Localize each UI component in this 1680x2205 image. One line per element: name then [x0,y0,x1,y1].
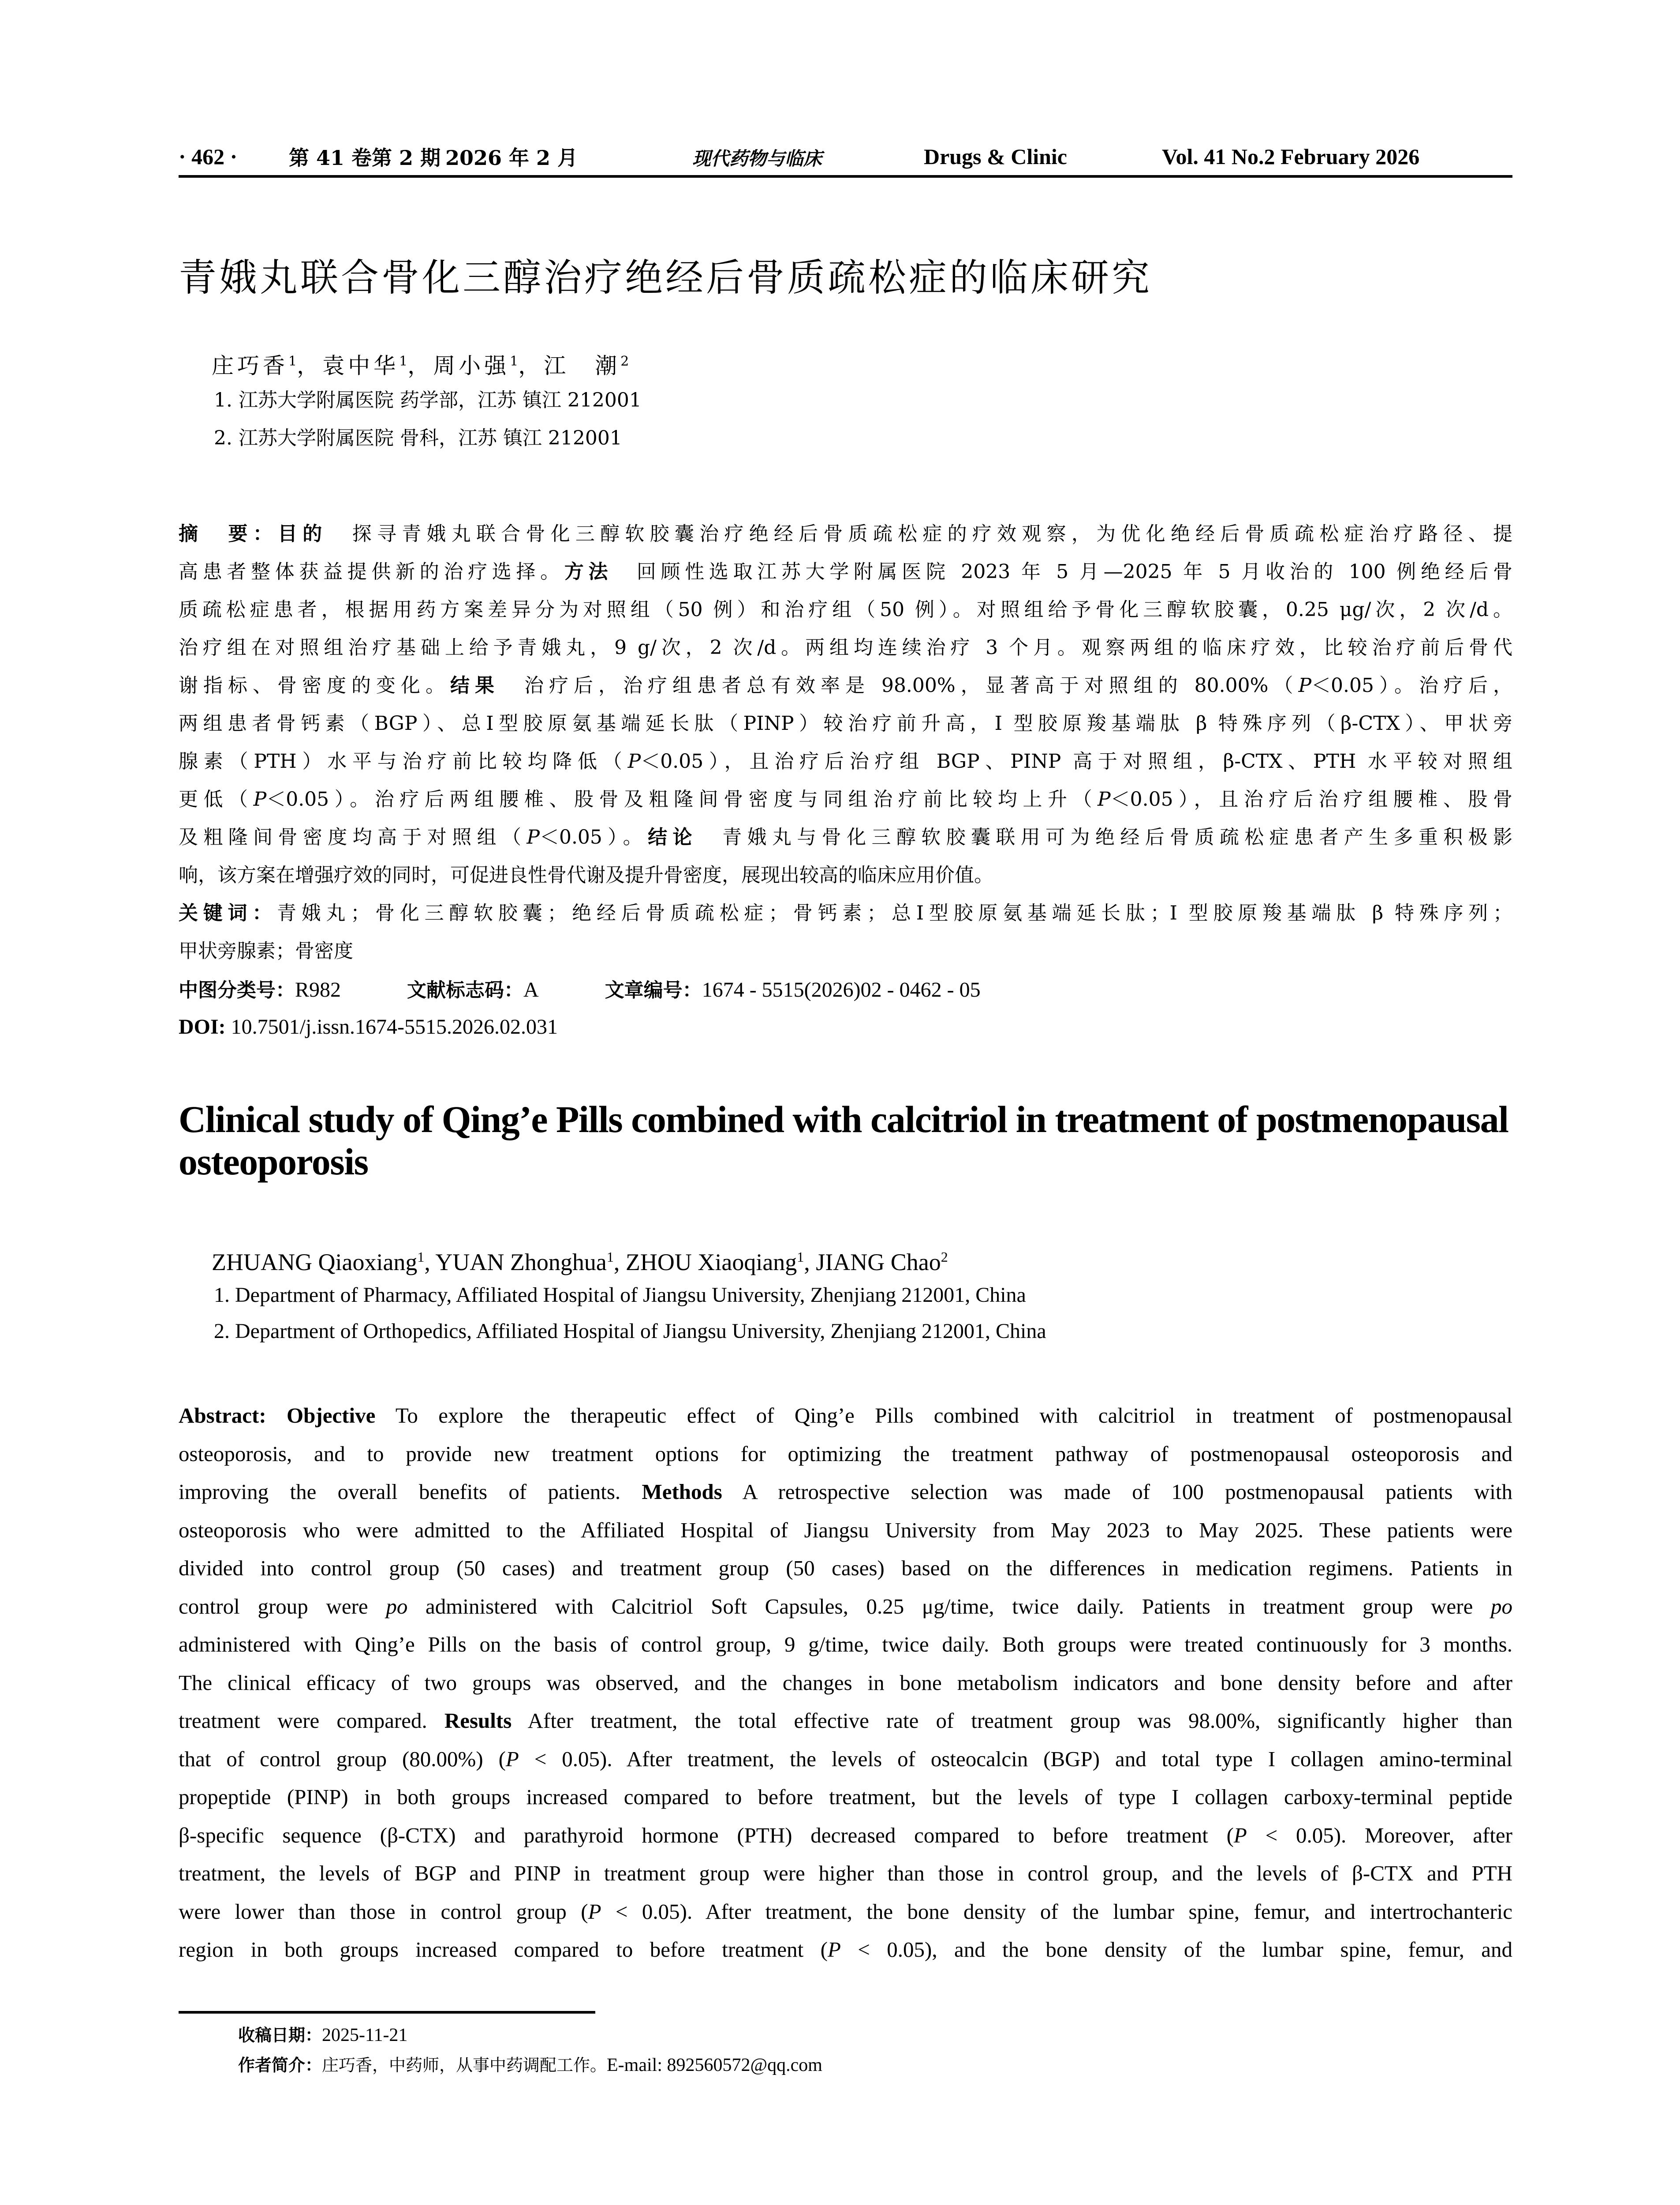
cn-abstract-text: 治疗后，治疗组患者总有效率是 98.00%，显著高于对照组的 80.00%（ [499,674,1299,697]
authors-cn [212,346,629,381]
keywords-cn-line-1 [179,900,1512,927]
cn-abstract-text: 腺素（PTH）水平与治疗前比较均降低（ [179,750,628,773]
cn-abstract-text: 回顾性选取江苏大学附属医院 2023 年 5 月—2025 年 5 月收治的 100 例绝经后骨 [612,561,1512,583]
keywords-label: 关键词： [179,902,277,924]
volume-issue-en: Vol. 41 No.2 February 2026 [1162,144,1420,169]
en-abstract-line [179,1401,1512,1430]
cn-abstract-italic: P [526,826,540,848]
keywords-text: 青娥丸；骨化三醇软胶囊；绝经后骨质疏松症；骨钙素；总I型胶原氨基端延长肽；I 型胶原羧基端肽 β 特殊序列； [277,902,1512,924]
article-number-value: 1674 - 5515(2026)02 - 0462 - 05 [702,978,981,1002]
en-abstract-line [179,1554,1512,1582]
cn-author-name: 周小强 [433,353,510,379]
cn-abstract-text: 探寻青娥丸联合骨化三醇软胶囊治疗绝经后骨质疏松症的疗效观察，为优化绝经后骨质疏松症治疗路径、提 [327,523,1512,545]
cn-affiliation-marker: 1 [288,354,297,369]
affiliation-cn-1: 1. 江苏大学附属医院 药学部，江苏 镇江 212001 [214,389,642,411]
en-affiliation-marker: 1 [797,1249,804,1265]
author-email[interactable]: E-mail: 892560572@qq.com [607,2055,822,2075]
page-number: · 462 · [179,144,238,169]
author-bio-label: 作者简介： [238,2056,322,2075]
en-abstract-line [179,1898,1512,1926]
cn-affiliation-marker: 1 [399,354,408,369]
cn-author-name: 江 潮 [544,353,621,379]
cn-abstract-text: 两组患者骨钙素（BGP）、总I型胶原氨基端延长肽（PINP）较治疗前升高，I 型胶原羧基端肽 β 特殊序列（β-CTX）、甲状旁 [179,712,1512,735]
en-abstract-text: The clinical efficacy of two groups was observed, and the changes in bone metabolism indicators and bone density before and after [179,1670,1512,1695]
cn-abstract-section-label: 结论 [648,826,698,848]
en-abstract-text: osteoporosis, and to provide new treatment options for optimizing the treatment pathway of postmenopausal osteoporosis and [179,1441,1512,1466]
en-abstract-text: propeptide (PINP) in both groups increased compared to before treatment, but the levels of type I collagen carboxy-terminal peptide [179,1785,1512,1809]
cn-abstract-text: ＜0.05）。治疗后， [1311,674,1512,697]
en-abstract-line [179,1440,1512,1468]
en-abstract-text: control group were [179,1594,386,1618]
doi-value[interactable]: 10.7501/j.issn.1674-5515.2026.02.031 [225,1015,558,1039]
en-abstract-line [179,1821,1512,1850]
cn-abstract-text: ＜0.05）。 [539,826,648,848]
document-code-value: A [523,978,539,1002]
en-affiliation-marker: 2 [941,1249,948,1265]
en-abstract-text: After treatment, the total effective rate of treatment group was 98.00%, significantly higher than [511,1708,1512,1733]
cn-abstract-line [179,596,1512,624]
cn-abstract-text: ＜0.05）。治疗后两组腰椎、股骨及粗隆间骨密度与同组治疗前比较均上升（ [266,788,1098,811]
cn-affiliation-marker: 2 [620,354,629,369]
author-bio-text: 庄巧香，中药师，从事中药调配工作。 [322,2056,607,2075]
en-author-separator: , [424,1249,436,1275]
en-abstract-line [179,1630,1512,1659]
en-abstract-line [179,1936,1512,1964]
cn-abstract-italic: P [253,788,267,811]
cn-abstract-text: 及粗隆间骨密度均高于对照组（ [179,826,527,848]
document-code-label: 文献标志码： [407,979,524,1002]
en-abstract-section-label: Abstract: Objective [179,1403,376,1428]
authors-en [212,1241,948,1278]
cn-abstract-text: 谢指标、骨密度的变化。 [179,674,450,697]
cn-abstract-line [179,520,1512,548]
cn-abstract-section-label: 目的 [277,523,328,545]
affiliation-cn-2: 2. 江苏大学附属医院 骨科，江苏 镇江 212001 [214,427,622,449]
cn-author-separator: ， [297,353,323,379]
cn-abstract-line [179,824,1512,851]
cn-abstract-text: 青娥丸与骨化三醇软胶囊联用可为绝经后骨质疏松症患者产生多重积极影 [697,826,1512,848]
en-abstract-text: were lower than those in control group ( [179,1899,588,1924]
en-abstract-line [179,1516,1512,1544]
cn-affiliation-marker: 1 [510,354,519,369]
footnote-rule [179,2011,595,2014]
cn-abstract-section-label: 方法 [564,561,613,583]
en-abstract-italic: po [1491,1594,1512,1618]
cn-abstract-text: 质疏松症患者，根据用药方案差异分为对照组（50 例）和治疗组（50 例）。对照组给予骨化三醇软胶囊，0.25 μg/次，2 次/d。 [179,598,1512,621]
cn-abstract-text: 高患者整体获益提供新的治疗选择。 [179,561,564,583]
en-abstract-line [179,1707,1512,1735]
received-date-value: 2025-11-21 [322,2025,408,2045]
en-abstract-text: improving the overall benefits of patients. [179,1480,642,1504]
header-rule [179,175,1512,178]
en-abstract-italic: P [505,1746,519,1771]
en-abstract-text: administered with Qing’e Pills on the basis of control group, 9 g/time, twice daily. Both groups were treated continuously for 3 months. [179,1632,1512,1656]
cn-abstract-italic: P [1298,674,1312,697]
en-abstract-line [179,1859,1512,1887]
cn-abstract-section-label: 摘 要： [179,523,278,545]
cn-abstract-line [179,862,1512,889]
en-author-name: ZHOU Xiaoqiang [625,1249,797,1275]
en-affiliation-marker: 1 [417,1249,425,1265]
cn-abstract-italic: P [627,750,641,773]
keywords-cn-line-2: 甲状旁腺素；骨密度 [179,940,353,962]
cn-author-separator: ， [518,353,544,379]
en-abstract-text: < 0.05). Moreover, after [1247,1823,1512,1847]
cn-author-name: 庄巧香 [212,353,288,379]
en-abstract-line [179,1592,1512,1621]
clc-value: R982 [295,978,341,1002]
en-author-separator: , [804,1249,816,1275]
received-date-label: 收稿日期： [238,2026,322,2045]
en-abstract-line [179,1745,1512,1773]
en-abstract-section-label: Methods [642,1480,722,1504]
en-abstract-line [179,1478,1512,1506]
cn-abstract-text: ＜0.05），且治疗后治疗组腰椎、股骨 [1110,788,1512,811]
author-bio-line [238,2053,822,2077]
cn-abstract-section-label: 结果 [450,674,500,697]
clc-label: 中图分类号： [179,979,295,1002]
cn-abstract-line [179,748,1512,775]
journal-name-cn: 现代药物与临床 [692,148,822,169]
en-author-separator: , [613,1249,626,1275]
article-title-cn: 青娥丸联合骨化三醇治疗绝经后骨质疏松症的临床研究 [179,256,1152,300]
article-number-label: 文章编号： [605,979,702,1002]
cn-abstract-line [179,634,1512,662]
en-abstract-italic: P [827,1937,841,1962]
affiliation-en-2: 2. Department of Orthopedics, Affiliated Hospital of Jiangsu University, Zhenjiang 212001, China [214,1319,1046,1343]
article-title-en-line-1: Clinical study of Qing’e Pills combined with calcitriol in treatment of postmenopausal [179,1098,1508,1140]
en-abstract-italic: P [1233,1823,1247,1847]
cn-abstract-line [179,672,1512,699]
en-abstract-text: < 0.05). After treatment, the levels of osteocalcin (BGP) and total type I collagen amino-terminal [519,1746,1512,1771]
cn-abstract-line [179,786,1512,813]
en-abstract-line [179,1669,1512,1697]
en-abstract-text: To explore the therapeutic effect of Qing’e Pills combined with calcitriol in treatment of postmenopausal [375,1403,1512,1428]
en-author-name: ZHUANG Qiaoxiang [212,1249,418,1275]
cn-abstract-text: 更低（ [179,788,254,811]
date-cn: 2026 年 2 月 [445,146,578,170]
cn-author-separator: ， [407,353,433,379]
article-title-en-line-2: osteoporosis [179,1140,368,1183]
en-abstract-text: < 0.05). After treatment, the bone density of the lumbar spine, femur, and intertrochanteric [601,1899,1512,1924]
en-abstract-text: < 0.05), and the bone density of the lumbar spine, femur, and [840,1937,1512,1962]
cn-author-name: 袁中华 [322,353,399,379]
cn-abstract-italic: P [1098,788,1111,811]
volume-issue-cn: 第 41 卷第 2 期 [289,146,441,170]
en-abstract-text: region in both groups increased compared to before treatment ( [179,1937,828,1962]
en-author-name: YUAN Zhonghua [435,1249,607,1275]
en-abstract-text: that of control group (80.00%) ( [179,1746,506,1771]
en-abstract-text: administered with Calcitriol Soft Capsules, 0.25 μg/time, twice daily. Patients in treatment group were [407,1594,1491,1618]
en-abstract-text: β-specific sequence (β-CTX) and parathyroid hormone (PTH) decreased compared to before treatment ( [179,1823,1234,1847]
cn-abstract-text: 治疗组在对照组治疗基础上给予青娥丸，9 g/次，2 次/d。两组均连续治疗 3 个月。观察两组的临床疗效，比较治疗前后骨代 [179,636,1512,659]
en-abstract-text: osteoporosis who were admitted to the Affiliated Hospital of Jiangsu University from May 2023 to May 2025. These patients were [179,1517,1512,1542]
en-abstract-text: treatment, the levels of BGP and PINP in treatment group were higher than those in control group, and the levels of β-CTX and PTH [179,1861,1512,1885]
en-abstract-text: divided into control group (50 cases) and treatment group (50 cases) based on the differences in medication regimens. Patients in [179,1556,1512,1580]
doi-line [179,1013,558,1041]
cn-abstract-line [179,558,1512,586]
cn-abstract-text: 响，该方案在增强疗效的同时，可促进良性骨代谢及提升骨密度，展现出较高的临床应用价值。 [179,864,993,886]
doi-label: DOI: [179,1015,226,1039]
en-abstract-italic: po [386,1594,408,1618]
en-abstract-italic: P [588,1899,601,1924]
journal-name-en: Drugs & Clinic [924,144,1067,169]
en-abstract-text: treatment were compared. [179,1708,444,1733]
en-abstract-text: A retrospective selection was made of 100 postmenopausal patients with [722,1480,1512,1504]
en-author-name: JIANG Chao [816,1249,941,1275]
en-affiliation-marker: 1 [606,1249,614,1265]
cn-abstract-line [179,710,1512,737]
received-date-line [238,2023,407,2047]
en-abstract-line [179,1783,1512,1811]
cn-abstract-text: ＜0.05），且治疗后治疗组 BGP、PINP 高于对照组，β-CTX、PTH 水平较对照组 [641,750,1512,773]
en-abstract-section-label: Results [444,1708,512,1733]
classification-line [179,976,981,1004]
affiliation-en-1: 1. Department of Pharmacy, Affiliated Hospital of Jiangsu University, Zhenjiang 212001, China [214,1283,1026,1307]
